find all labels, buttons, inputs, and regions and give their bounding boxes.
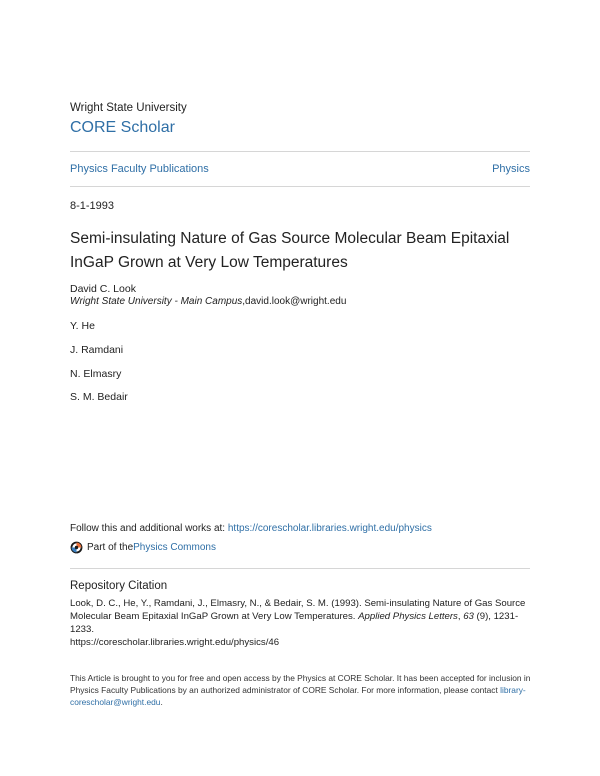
author-email: ,david.look@wright.edu [242, 296, 347, 307]
article-title: Semi-insulating Nature of Gas Source Molecular Beam Epitaxial InGaP Grown at Very Low Temperatures [70, 230, 510, 271]
affiliation-text: Wright State University - Main Campus [70, 296, 243, 307]
citation-pages: (9), 1231-1233. [70, 611, 519, 635]
follow-label: Follow this and additional works at: [70, 523, 228, 534]
follow-url-link[interactable]: https://corescholar.libraries.wright.edu/physics [227, 523, 432, 534]
citation-text [70, 597, 532, 649]
citation-separator: , [457, 611, 464, 622]
header-divider [70, 151, 530, 152]
citation-heading: Repository Citation [70, 580, 168, 592]
contact-email-link[interactable]: library-corescholar@wright.edu [70, 685, 526, 707]
lead-author-affiliation [70, 296, 346, 307]
access-notice [70, 672, 532, 708]
part-of-line [70, 541, 216, 554]
physics-commons-link[interactable]: Physics Commons [133, 542, 216, 553]
part-of-label: Part of the [87, 542, 134, 553]
lead-author-name: David C. Look [70, 283, 136, 295]
commons-network-icon [70, 541, 83, 554]
citation-volume: 63 [463, 611, 474, 622]
citation-body: Look, D. C., He, Y., Ramdani, J., Elmasry, N., & Bedair, S. M. (1993). Semi-insulating Nature of Gas Source Molecular Beam Epitaxial InGaP Grown at Very Low Temperatures. [70, 598, 526, 622]
notice-text: This Article is brought to you for free and open access by the Physics at CORE Scholar. It has been accepted for inclusion in Physics Faculty Publications by an authorized administrator of CORE Scholar. For more information, please contact [70, 673, 531, 695]
coauthor: S. M. Bedair [70, 391, 128, 403]
collection-divider [70, 186, 530, 187]
notice-end: . [160, 697, 163, 707]
publication-series-link[interactable]: Physics Faculty Publications [70, 163, 209, 175]
publication-date: 8-1-1993 [70, 200, 115, 212]
coauthor: Y. He [70, 320, 95, 332]
follow-line [70, 523, 432, 534]
coauthor: J. Ramdani [70, 344, 124, 356]
citation-journal: Applied Physics Letters [358, 611, 458, 622]
core-scholar-link[interactable]: CORE Scholar [70, 119, 175, 136]
institution-name: Wright State University [70, 102, 187, 114]
coauthor: N. Elmasry [70, 368, 122, 380]
citation-url: https://corescholar.libraries.wright.edu/physics/46 [70, 637, 280, 648]
department-link[interactable]: Physics [492, 163, 530, 175]
citation-divider [70, 568, 530, 569]
